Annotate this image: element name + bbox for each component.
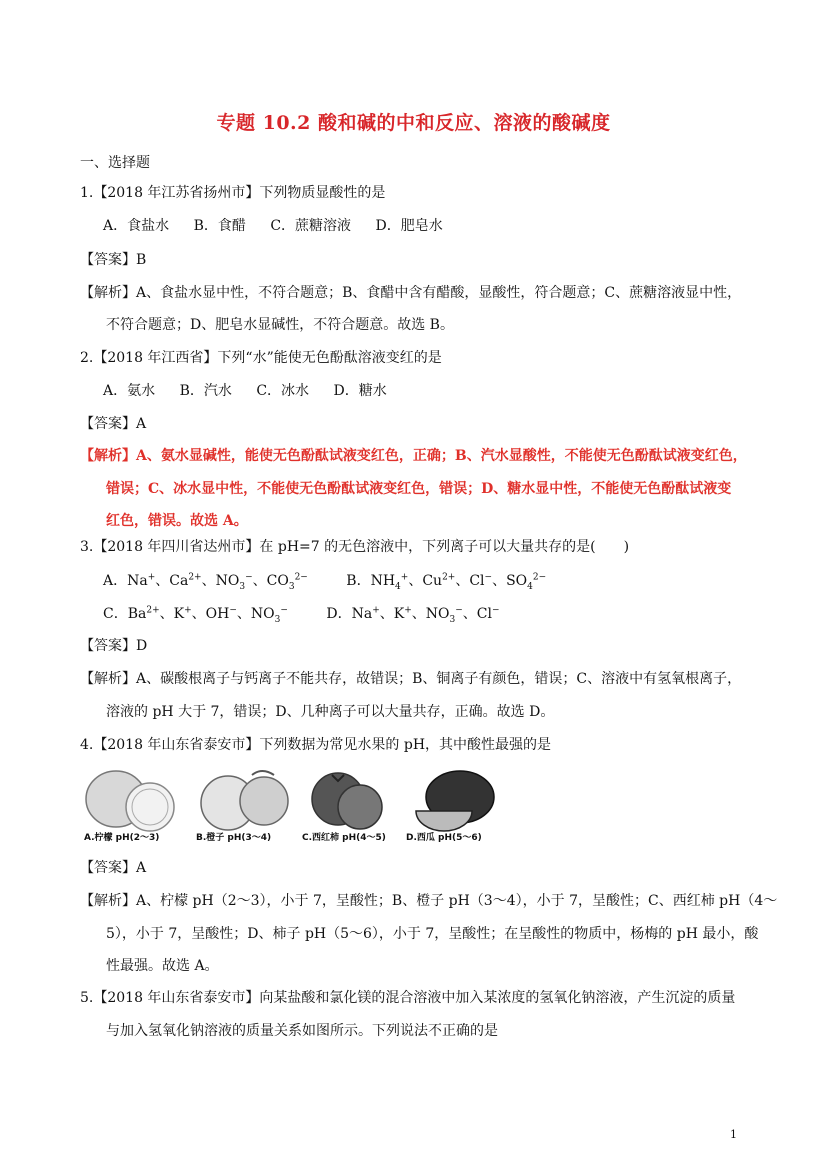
question-4-analysis: 【解析】A、柠檬 pH（2～3），小于 7，呈酸性；B、橙子 pH（3～4），小于 7，呈酸性；C、西红柿 pH（4～ <box>80 893 778 909</box>
question-4-answer: 【答案】A <box>80 860 147 876</box>
question-1-answer: 【答案】B <box>80 252 147 268</box>
question-1-stem: 1.【2018 年江苏省扬州市】下列物质显酸性的是 <box>80 185 386 201</box>
option-b: B．汽水 <box>179 383 232 399</box>
question-2-stem: 2.【2018 年江西省】下列“水”能使无色酚酞溶液变红的是 <box>80 350 442 366</box>
fruit-caption-b: B.橙子 pH(3～4) <box>196 833 272 843</box>
option-a: A．氨水 <box>103 383 156 399</box>
question-2-options <box>103 381 387 401</box>
question-4-analysis-cont: 5），小于 7，呈酸性；D、柿子 pH（5～6），小于 7，呈酸性；在呈酸性的物质中，杨梅的 pH 最小，酸 <box>106 926 759 942</box>
option-a: A．Na+、$Ca^{2+}$、$NO_3^-$、$CO_3^{2-}$ <box>103 572 308 592</box>
question-5-stem: 5.【2018 年山东省泰安市】向某盐酸和氯化镁的混合溶液中加入某浓度的氢氧化钠溶液，产生沉淀的质量 <box>80 990 736 1006</box>
question-1-analysis-cont: 不符合题意；D、肥皂水显碱性，不符合题意。故选 B。 <box>106 317 454 333</box>
option-a: A．食盐水 <box>103 218 170 234</box>
question-1-options <box>103 216 443 236</box>
option-d: D．糖水 <box>333 383 387 399</box>
option-c: C．冰水 <box>256 383 310 399</box>
watermelon-image <box>402 763 500 845</box>
option-b: B．食醋 <box>193 218 246 234</box>
fruit-photo-strip <box>80 763 500 845</box>
option-b: B．$NH_4^+$、$Cu^{2+}$、Cl−、$SO_4^{2-}$ <box>346 572 547 592</box>
question-4-analysis-end: 性最强。故选 A。 <box>106 958 219 974</box>
lemon-image <box>80 763 190 845</box>
fruit-caption-d: D.西瓜 pH(5～6) <box>406 833 482 843</box>
orange-image <box>192 763 297 845</box>
question-2-analysis: 【解析】A、氨水显碱性，能使无色酚酞试液变红色，正确；B、汽水显酸性，不能使无色酚酞试液变红色， <box>80 448 747 464</box>
fruit-caption-a: A.柠檬 pH(2～3) <box>84 833 160 843</box>
question-1-analysis: 【解析】A、食盐水显中性，不符合题意；B、食醋中含有醋酸，显酸性，符合题意；C、蔗糖溶液显中性， <box>80 285 742 301</box>
question-4-stem: 4.【2018 年山东省泰安市】下列数据为常见水果的 pH，其中酸性最强的是 <box>80 737 552 753</box>
question-3-analysis: 【解析】A、碳酸根离子与钙离子不能共存，故错误；B、铜离子有颜色，错误；C、溶液中有氢氧根离子， <box>80 671 742 687</box>
section-heading: 一、选择题 <box>80 155 150 171</box>
page-number: 1 <box>730 1128 737 1141</box>
question-3-stem: 3.【2018 年四川省达州市】在 pH=7 的无色溶液中，下列离子可以大量共存的是( ) <box>80 539 630 555</box>
option-c: C．蔗糖溶液 <box>270 218 352 234</box>
question-3-answer: 【答案】D <box>80 638 148 654</box>
question-2-analysis-end: 红色，错误。故选 A。 <box>106 513 248 529</box>
option-d: D．Na+、K+、$NO_3^-$、Cl− <box>326 605 500 625</box>
question-3-options-cd <box>103 604 500 624</box>
question-3-analysis-cont: 溶液的 pH 大于 7，错误；D、几种离子可以大量共存，正确。故选 D。 <box>106 704 555 720</box>
option-d: D．肥皂水 <box>375 218 443 234</box>
option-c: C．$Ba^{2+}$、K+、OH−、$NO_3^-$ <box>103 605 288 625</box>
question-2-analysis-cont: 错误；C、冰水显中性，不能使无色酚酞试液变红色，错误；D、糖水显中性，不能使无色酚酞试液变 <box>106 481 732 497</box>
page-title: 专题 10.2 酸和碱的中和反应、溶液的酸碱度 <box>216 112 611 134</box>
fruit-caption-c: C.西红柿 pH(4～5) <box>302 833 386 843</box>
question-2-answer: 【答案】A <box>80 416 147 432</box>
question-3-options-ab <box>103 571 546 591</box>
tomato-image <box>298 763 400 845</box>
question-5-stem-cont: 与加入氢氧化钠溶液的质量关系如图所示。下列说法不正确的是 <box>106 1023 498 1039</box>
